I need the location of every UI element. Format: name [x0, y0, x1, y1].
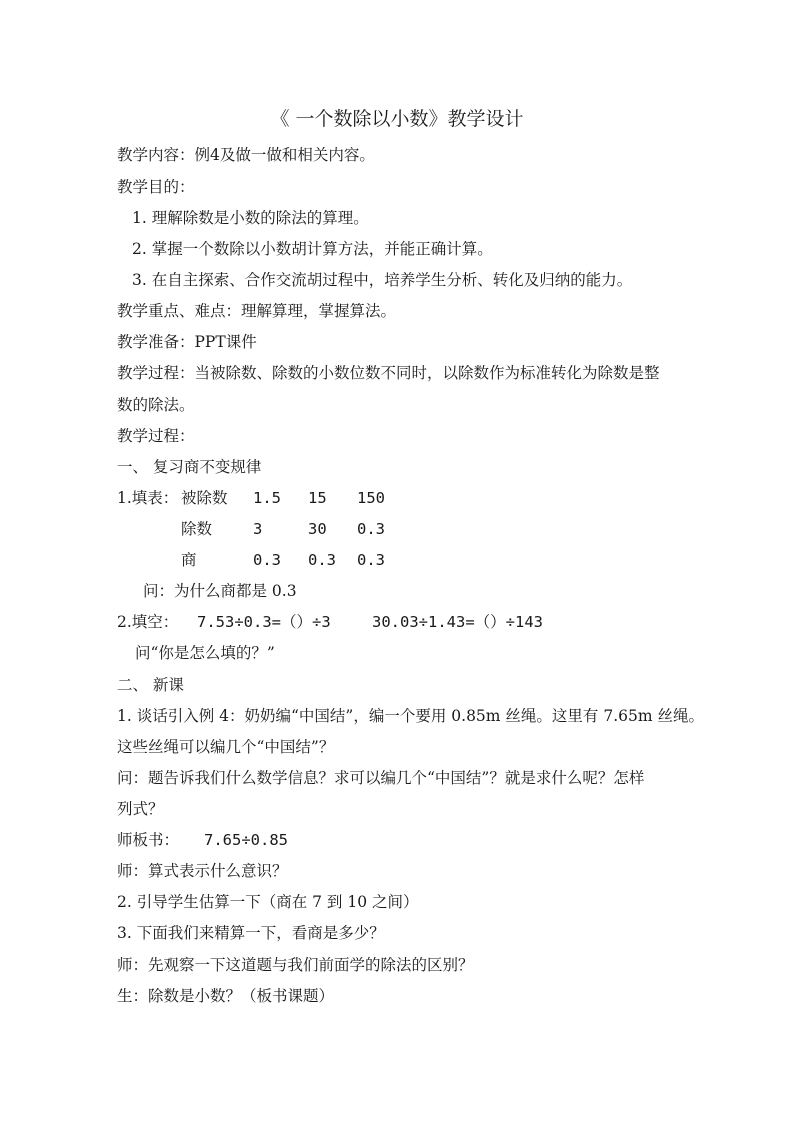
fill-equation-1: 7.53÷0.3=（）÷3 — [197, 613, 331, 631]
process-intro-line-1: 教学过程：当被除数、除数的小数位数不同时，以除数作为标准转化为除数是整 — [117, 364, 660, 382]
objective-item-1: 1. 理解除数是小数的除法的算理。 — [132, 209, 369, 227]
table-cell: 1.5 — [253, 489, 281, 507]
section-heading-2: 二、 新课 — [117, 676, 184, 694]
table-cell: 150 — [357, 489, 385, 507]
step-2: 2. 引导学生估算一下（商在 7 到 10 之间） — [117, 893, 419, 911]
objective-item-2: 2. 掌握一个数除以小数胡计算方法，并能正确计算。 — [132, 240, 493, 258]
question-line-2: 列式？ — [117, 800, 164, 818]
table-cell: 0.3 — [357, 520, 385, 538]
question-line-1: 问：题告诉我们什么数学信息？求可以编几个“中国结”？就是求什么呢？怎样 — [117, 769, 645, 787]
fill-prefix: 2.填空： — [117, 613, 179, 631]
table-prefix: 1.填表： — [117, 489, 179, 507]
table-cell: 30 — [308, 520, 327, 538]
board-label: 师板书： — [117, 831, 180, 849]
table-cell: 15 — [308, 489, 327, 507]
example-line-1: 1. 谈话引入例 4：奶奶编“中国结”，编一个要用 0.85m 丝绳。这里有 7.65m 丝绳。 — [117, 707, 704, 725]
process-intro-line-2: 数的除法。 — [117, 396, 195, 414]
fill-question: 问“你是怎么填的？” — [135, 644, 275, 662]
process-label: 教学过程： — [117, 427, 195, 445]
objectives-label: 教学目的： — [117, 178, 195, 196]
section-heading-1: 一、 复习商不变规律 — [117, 458, 262, 476]
table-row-label: 商 — [181, 551, 197, 569]
table-question: 问：为什么商都是 0.3 — [143, 582, 297, 600]
board-expression: 7.65÷0.85 — [204, 831, 288, 849]
page-title: 《 一个数除以小数》教学设计 — [270, 108, 524, 130]
table-cell: 0.3 — [253, 551, 281, 569]
objective-item-3: 3. 在自主探索、合作交流胡过程中，培养学生分析、转化及归纳的能力。 — [132, 271, 633, 289]
example-line-2: 这些丝绳可以编几个“中国结”？ — [117, 738, 335, 756]
table-cell: 0.3 — [308, 551, 336, 569]
step-3: 3. 下面我们来精算一下，看商是多少？ — [117, 924, 385, 942]
table-cell: 3 — [253, 520, 263, 538]
preparation: 教学准备：PPT课件 — [117, 333, 257, 351]
teacher-line-1: 师：算式表示什么意识？ — [117, 862, 288, 880]
student-line-1: 生：除数是小数？（板书课题） — [117, 987, 335, 1005]
fill-equation-2: 30.03÷1.43=（）÷143 — [372, 613, 543, 631]
table-cell: 0.3 — [357, 551, 385, 569]
teaching-content: 教学内容：例4及做一做和相关内容。 — [117, 146, 375, 164]
table-row-label: 除数 — [181, 520, 213, 538]
table-row-label: 被除数 — [181, 489, 228, 507]
key-points: 教学重点、难点：理解算理，掌握算法。 — [117, 302, 397, 320]
teacher-line-2: 师：先观察一下这道题与我们前面学的除法的区别？ — [117, 956, 474, 974]
